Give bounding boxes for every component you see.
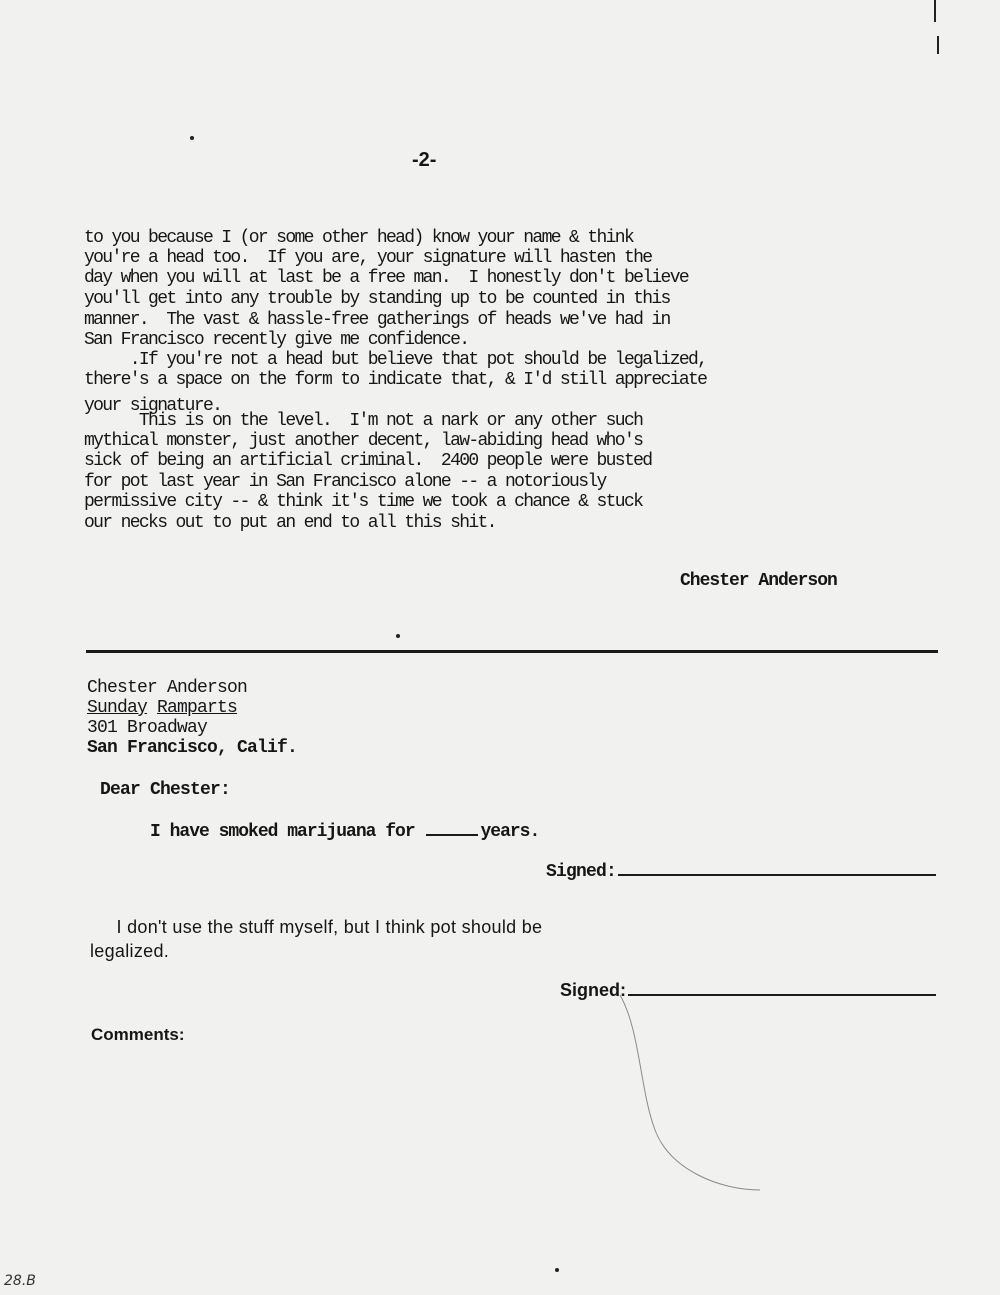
smoked-prefix: I have smoked marijuana for bbox=[150, 822, 415, 842]
letter-line: This is on the level. I'm not a nark or any other such bbox=[84, 411, 643, 431]
speck bbox=[190, 136, 194, 140]
page-number: -2- bbox=[412, 149, 437, 171]
letter-line: for pot last year in San Francisco alone -- a notoriously bbox=[84, 472, 606, 492]
signature-row-user bbox=[546, 858, 936, 880]
comments-label: Comments: bbox=[91, 1025, 185, 1044]
letter-line: to you because I (or some other head) know your name & think bbox=[84, 228, 634, 248]
letter-line: our necks out to put an end to all this shit. bbox=[84, 513, 496, 533]
letter-line: .If you're not a head but believe that pot should be legalized, bbox=[84, 350, 707, 370]
address-name: Chester Anderson bbox=[87, 678, 248, 698]
publication-word: Sunday bbox=[87, 698, 148, 718]
address-city: San Francisco, Calif. bbox=[87, 738, 298, 758]
years-blank-field[interactable] bbox=[426, 818, 478, 836]
edge-mark bbox=[934, 0, 936, 22]
signature-field[interactable] bbox=[618, 858, 936, 876]
letter-line: San Francisco recently give me confidence. bbox=[84, 330, 469, 350]
section-divider bbox=[86, 650, 938, 653]
signed-label: Signed: bbox=[560, 980, 626, 1000]
smoked-statement bbox=[150, 818, 539, 840]
handwritten-note: 28.B bbox=[4, 1273, 36, 1289]
address-street: 301 Broadway bbox=[87, 718, 208, 738]
letter-line: permissive city -- & think it's time we took a chance & stuck bbox=[84, 492, 643, 512]
publication-word: Ramparts bbox=[157, 698, 238, 718]
letter-line: your signature. bbox=[84, 396, 222, 416]
letter-line: you're a head too. If you are, your signature will hasten the bbox=[84, 248, 652, 268]
speck bbox=[396, 634, 400, 638]
letter-line: sick of being an artificial criminal. 2400 people were busted bbox=[84, 451, 652, 471]
letter-line: there's a space on the form to indicate that, & I'd still appreciate bbox=[84, 370, 707, 390]
address-publication bbox=[87, 698, 237, 718]
signed-label: Signed: bbox=[546, 862, 617, 882]
letter-signoff: Chester Anderson bbox=[680, 571, 837, 591]
speck bbox=[555, 1268, 559, 1272]
letter-line: you'll get into any trouble by standing up to be counted in this bbox=[84, 289, 670, 309]
edge-mark bbox=[937, 36, 939, 54]
nonuser-line: I don't use the stuff myself, but I think pot should be bbox=[90, 917, 543, 937]
hair-strand bbox=[600, 990, 770, 1200]
letter-line: mythical monster, just another decent, law-abiding head who's bbox=[84, 431, 643, 451]
letter-line: manner. The vast & hassle-free gatherings of heads we've had in bbox=[84, 310, 670, 330]
smoked-suffix: years. bbox=[480, 822, 540, 842]
nonuser-line: legalized. bbox=[90, 941, 170, 961]
letter-line: day when you will at last be a free man. I honestly don't believe bbox=[84, 268, 689, 288]
greeting: Dear Chester: bbox=[100, 780, 231, 800]
